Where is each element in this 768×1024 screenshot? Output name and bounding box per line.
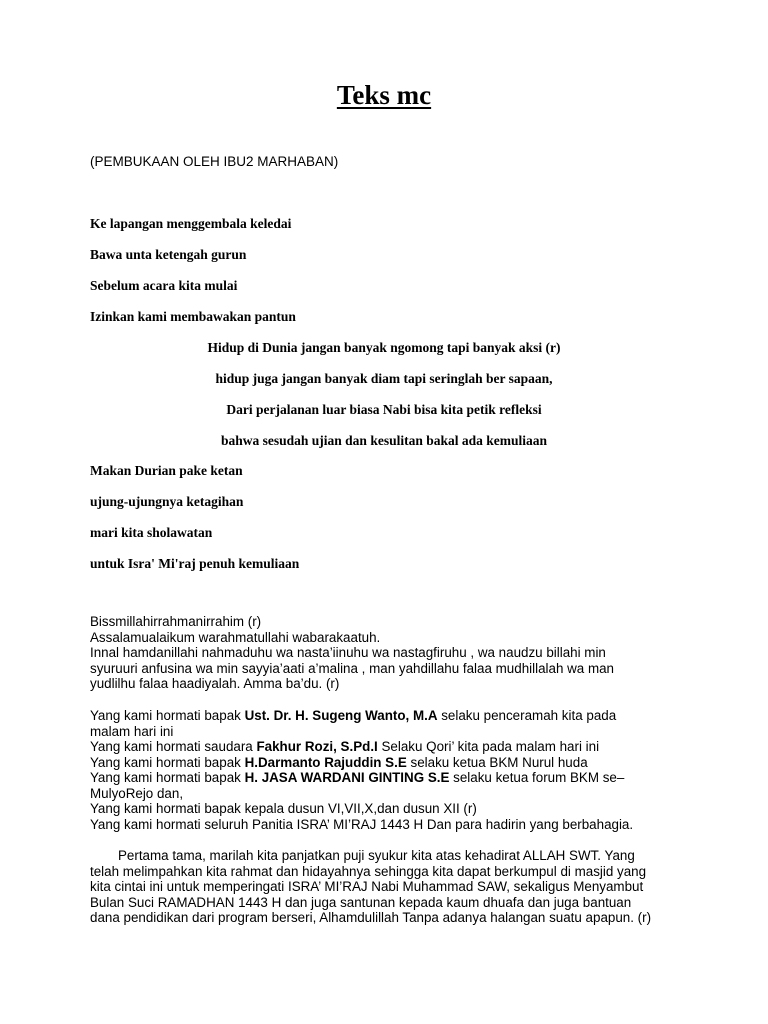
pantun-line-centered: bahwa sesudah ujian dan kesulitan bakal ada kemuliaan [221,433,547,448]
document-title: Teks mc [336,80,432,110]
pantun-line-centered: Hidup di Dunia jangan banyak ngomong tapi banyak aksi (r) [207,340,561,355]
honoree-name: Fakhur Rozi, S.Pd.I [256,739,378,754]
honor-line: Yang kami hormati seluruh Panitia ISRA’ MI’RAJ 1443 H Dan para hadirin yang berbahagia. [90,816,634,832]
pantun-line: untuk Isra' Mi'raj penuh kemuliaan [90,556,300,571]
pantun-line: mari kita sholawatan [90,525,213,540]
honors-paragraph [90,708,690,832]
closing-line: Pertama tama, marilah kita panjatkan puji syukur kita atas kehadirat ALLAH SWT. Yang [118,848,635,863]
closing-line: Bulan Suci RAMADHAN 1443 H dan juga santunan kepada kaum dhuafa dan juga bantuan [90,894,632,910]
honor-line: MulyoRejo dan, [90,785,184,801]
greeting-line: Bissmillahirrahmanirrahim (r) [90,614,262,629]
pantun-line: Bawa unta ketengah gurun [90,247,247,262]
pantun-line-centered: hidup juga jangan banyak diam tapi seringlah ber sapaan, [215,371,553,386]
pantun-line: ujung-ujungnya ketagihan [90,494,244,509]
closing-line: telah melimpahkan kita rahmat dan hidayahnya sehingga kita dapat berkumpul di masjid yang [90,863,647,879]
honoree-name: H.Darmanto Rajuddin S.E [244,754,407,770]
greeting-paragraph [90,614,690,692]
honor-line: malam hari ini [90,723,174,739]
honor-line: Yang kami hormati bapak Ust. Dr. H. Sugeng Wanto, M.A selaku penceramah kita pada [90,708,617,723]
pantun-line: Ke lapangan menggembala keledai [90,216,292,231]
honor-line: Yang kami hormati saudara Fakhur Rozi, S.Pd.I Selaku Qori’ kita pada malam hari ini [90,739,600,754]
honoree-name: H. JASA WARDANI GINTING S.E [244,770,450,785]
pantun-line: Makan Durian pake ketan [90,463,243,478]
greeting-line: Innal hamdanillahi nahmaduhu wa nasta’iinuhu wa nastagfiruhu , wa naudzu billahi min [90,645,606,660]
greeting-line: yudlilhu falaa haadiyalah. Amma ba’du. (r) [90,676,340,691]
honoree-name: Ust. Dr. H. Sugeng Wanto, M.A [244,708,438,723]
closing-paragraph [90,848,690,926]
pantun-line: Izinkan kami membawakan pantun [90,309,296,324]
pantun-line-centered: Dari perjalanan luar biasa Nabi bisa kita petik refleksi [226,402,542,417]
greeting-line: syuruuri anfusina wa min sayyia’aati a’malina , man yahdillahu falaa mudhillalah wa man [90,660,614,676]
honor-line: Yang kami hormati bapak kepala dusun VI,VII,X,dan dusun XII (r) [90,801,477,816]
honor-line: Yang kami hormati bapak H.Darmanto Rajuddin S.E selaku ketua BKM Nurul huda [90,754,588,770]
honor-line: Yang kami hormati bapak H. JASA WARDANI GINTING S.E selaku ketua forum BKM se– [90,770,625,785]
pantun-line: Sebelum acara kita mulai [90,278,238,293]
opening-note: (PEMBUKAAN OLEH IBU2 MARHABAN) [90,154,339,169]
closing-line: kita cintai ini untuk memperingati ISRA’ MI’RAJ Nabi Muhammad SAW, sekaligus Menyambut [90,879,644,894]
closing-line: dana pendidikan dari program berseri, Alhamdulillah Tanpa adanya halangan suatu apapun. (r) [90,910,652,925]
greeting-line: Assalamualaikum warahmatullahi wabarakaatuh. [90,629,381,645]
